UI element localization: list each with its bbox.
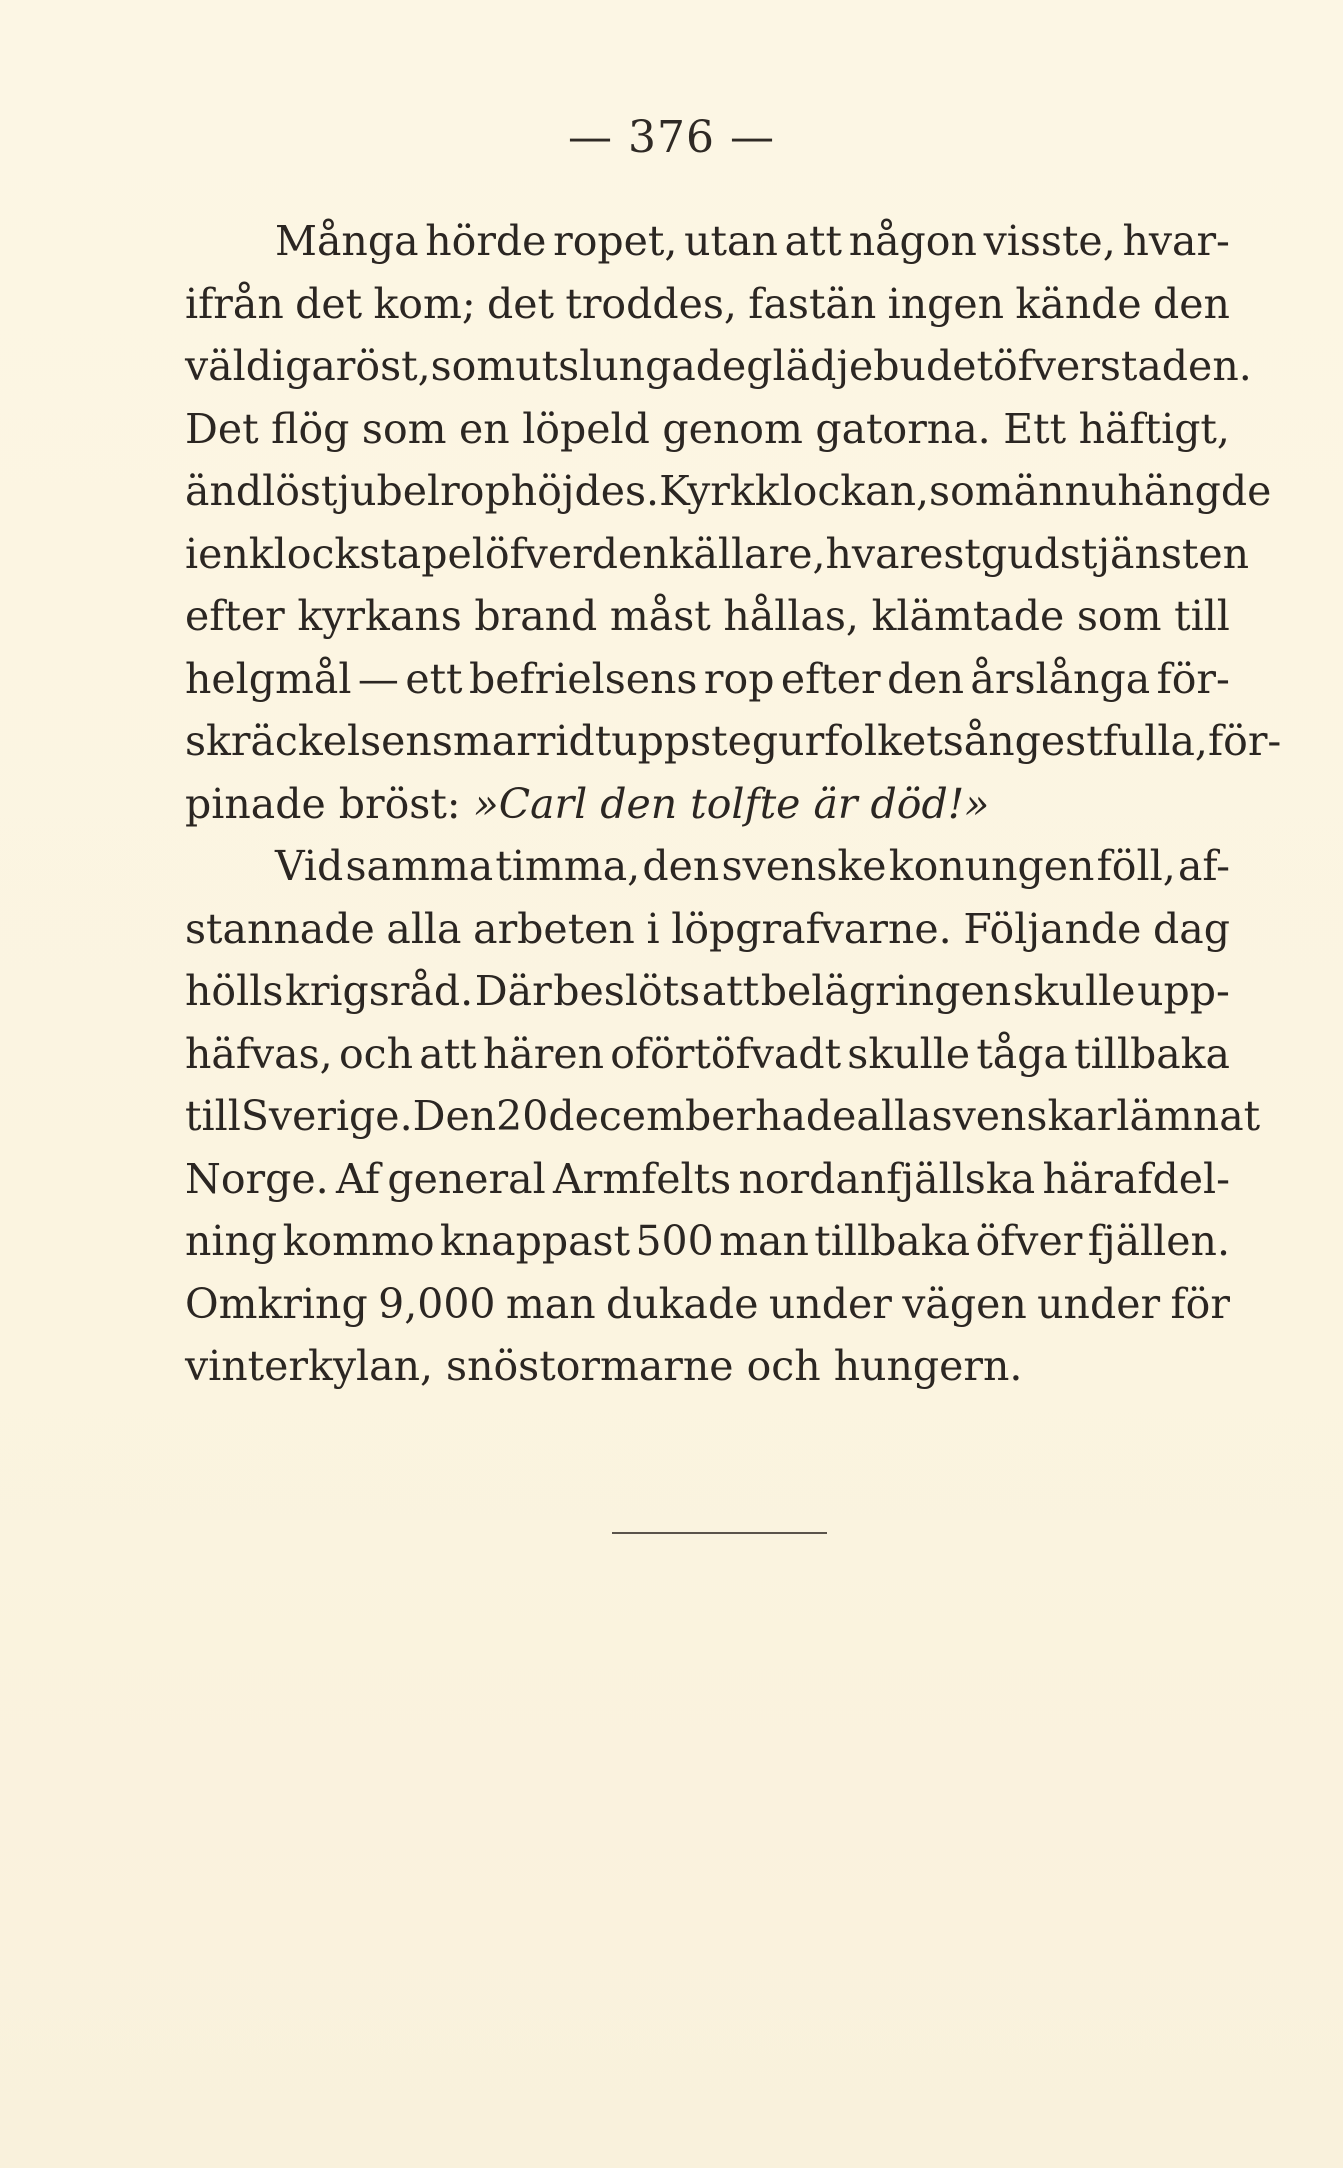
word: general: [387, 1154, 546, 1203]
word: fjällen.: [1087, 1217, 1230, 1265]
word: hären: [482, 1029, 605, 1078]
word: skräckelsens: [185, 717, 453, 765]
word: den: [642, 842, 720, 890]
word: alla: [856, 1092, 932, 1140]
word: ingen: [887, 279, 1005, 328]
word: en: [198, 529, 249, 578]
word: svenske: [721, 842, 887, 890]
end-rule: [612, 1532, 827, 1534]
word: källare,: [668, 529, 826, 578]
text-line: [185, 960, 1230, 1023]
word: Omkring: [185, 1279, 368, 1328]
word: beslöts: [553, 967, 701, 1015]
word: lämnat: [1116, 1092, 1261, 1140]
word: utan: [684, 217, 778, 265]
word: efter: [780, 654, 881, 703]
text-line: [185, 210, 1230, 273]
text-line: [185, 835, 1230, 898]
word: den: [591, 529, 669, 578]
word: löpeld: [522, 404, 650, 453]
word: under: [1037, 1279, 1161, 1328]
word: måst: [609, 592, 711, 640]
word: konungen: [888, 842, 1095, 890]
word: dukade: [606, 1279, 759, 1328]
word: 20: [496, 1092, 549, 1140]
word: alla: [386, 904, 462, 953]
word: staden.: [1099, 342, 1252, 390]
word: Af: [336, 1154, 381, 1203]
word: folkets: [824, 717, 964, 765]
word: och: [338, 1029, 414, 1078]
text-line: [185, 1148, 1230, 1211]
word: Armfelts: [553, 1154, 732, 1203]
word: ur: [778, 717, 825, 765]
word: för-: [1207, 717, 1282, 765]
word: Där: [474, 967, 552, 1015]
text-line: [185, 648, 1230, 711]
word: ångestfulla,: [963, 717, 1208, 765]
word: årslånga: [970, 654, 1151, 703]
word: glädjebudet: [746, 342, 993, 390]
word: hållas,: [723, 592, 859, 640]
word: krigsråd.: [284, 967, 474, 1015]
word: knappast: [439, 1217, 631, 1265]
word: tillbaka: [814, 1217, 971, 1265]
text-line: [185, 710, 1282, 773]
word: som: [1076, 592, 1162, 640]
word: december: [548, 1092, 756, 1140]
word: klockstapel: [248, 529, 485, 578]
word: som: [430, 342, 516, 390]
word: hölls: [185, 967, 284, 1015]
word: 500: [635, 1217, 714, 1265]
word: häftigt,: [1078, 404, 1230, 453]
word: vägen: [902, 1279, 1027, 1328]
word: belägringen: [760, 967, 1012, 1015]
word: samma: [345, 842, 494, 890]
word: brand: [474, 592, 598, 640]
word: den: [1152, 279, 1230, 328]
word: kyrkans: [297, 592, 462, 640]
word: marridt: [452, 717, 612, 765]
word: ning: [185, 1217, 278, 1265]
word: som: [929, 467, 1014, 515]
word: Det: [185, 404, 259, 453]
word: genom: [662, 404, 803, 453]
word: öfver: [992, 342, 1100, 390]
word: svenskar: [931, 1092, 1117, 1140]
word: i: [646, 904, 660, 953]
word: ändlöst: [185, 467, 338, 515]
word: arbeten: [473, 904, 635, 953]
word: häfvas,: [185, 1029, 333, 1078]
word: befrielsens: [468, 654, 698, 703]
word: hörde: [425, 217, 547, 265]
word: att: [784, 217, 842, 265]
body-text: [185, 210, 1282, 1398]
page-number: — 376 —: [568, 112, 775, 163]
word: det: [487, 279, 555, 328]
word: kommo: [282, 1217, 435, 1265]
word: föll,: [1096, 842, 1176, 890]
word: hängde: [1117, 467, 1272, 515]
word: stannade: [185, 904, 375, 953]
word: i: [185, 529, 199, 578]
word: att: [701, 967, 760, 1015]
word: helgmål: [185, 654, 352, 703]
text-line: [185, 460, 1272, 523]
word: ropet,: [553, 217, 678, 265]
word: öfver: [975, 1217, 1083, 1265]
word: ett: [405, 654, 463, 703]
word: skulle: [1012, 967, 1136, 1015]
word: hade: [755, 1092, 857, 1140]
word: skulle: [847, 1029, 971, 1078]
word: jubelrop: [337, 467, 511, 515]
text-line: [185, 898, 1230, 961]
word: oförtöfvadt: [610, 1029, 842, 1078]
word: kände: [1015, 279, 1142, 328]
text-line: [185, 523, 1250, 586]
word: 9,000: [378, 1279, 496, 1328]
word: kom;: [373, 279, 476, 328]
text-line: [185, 585, 1230, 648]
word: Ett: [1003, 404, 1067, 453]
word: fastän: [748, 279, 877, 328]
word: till: [185, 1092, 241, 1140]
word: flög: [271, 404, 350, 453]
word: man: [505, 1279, 596, 1328]
text-line: [185, 773, 1230, 836]
word: af-: [1177, 842, 1230, 890]
word: det: [295, 279, 363, 328]
word: under: [768, 1279, 892, 1328]
word: visste,: [983, 217, 1116, 265]
word: Sverige.: [240, 1092, 413, 1140]
text-line: [185, 1023, 1230, 1086]
word: som: [361, 404, 447, 453]
text-line: vinterkylan, snöstormarne och hungern.: [185, 1342, 1023, 1390]
word: ännu: [1013, 467, 1118, 515]
word: utslungade: [515, 342, 747, 390]
word: gatorna.: [815, 404, 991, 453]
word: timma,: [495, 842, 641, 890]
word: en: [459, 404, 510, 453]
word: nordanfjällska: [738, 1154, 1036, 1203]
word: tillbaka: [1074, 1029, 1230, 1078]
word: den: [887, 654, 964, 703]
word: Många: [275, 217, 419, 265]
word: ifrån: [185, 279, 284, 328]
word: Den: [412, 1092, 497, 1140]
italic-quote: »Carl den tolfte är död!»: [473, 779, 990, 828]
word: Kyrkklockan,: [659, 467, 930, 515]
word: —: [357, 654, 399, 703]
word: rop: [703, 654, 775, 703]
word: att: [419, 1029, 477, 1078]
word: gudstjänsten: [980, 529, 1250, 578]
word: Vid: [275, 842, 344, 890]
word: klämtade: [871, 592, 1065, 640]
word: efter: [185, 592, 285, 640]
word: röst,: [335, 342, 431, 390]
text-line: [185, 1085, 1261, 1148]
word: för-: [1156, 654, 1230, 703]
text-line: [185, 398, 1230, 461]
word: löpgrafvarne.: [671, 904, 952, 953]
word: tåga: [976, 1029, 1068, 1078]
word: hvar-: [1122, 217, 1230, 265]
word: någon: [848, 217, 977, 265]
word: Följande: [963, 904, 1142, 953]
word: Norge.: [185, 1154, 329, 1203]
word: dag: [1153, 904, 1230, 953]
word: hvarest: [825, 529, 981, 578]
word: uppsteg: [611, 717, 779, 765]
word: upp-: [1137, 967, 1230, 1015]
word: öfver: [484, 529, 592, 578]
word: troddes,: [565, 279, 737, 328]
text-fragment: pinade bröst:: [185, 779, 474, 828]
text-line: [185, 1273, 1230, 1336]
word: till: [1174, 592, 1230, 640]
text-line: [185, 1210, 1230, 1273]
word: härafdel-: [1042, 1154, 1230, 1203]
word: för: [1170, 1279, 1230, 1328]
text-line: [185, 335, 1252, 398]
word: man: [719, 1217, 809, 1265]
text-line: [185, 273, 1230, 336]
word: väldiga: [185, 342, 336, 390]
word: höjdes.: [510, 467, 660, 515]
